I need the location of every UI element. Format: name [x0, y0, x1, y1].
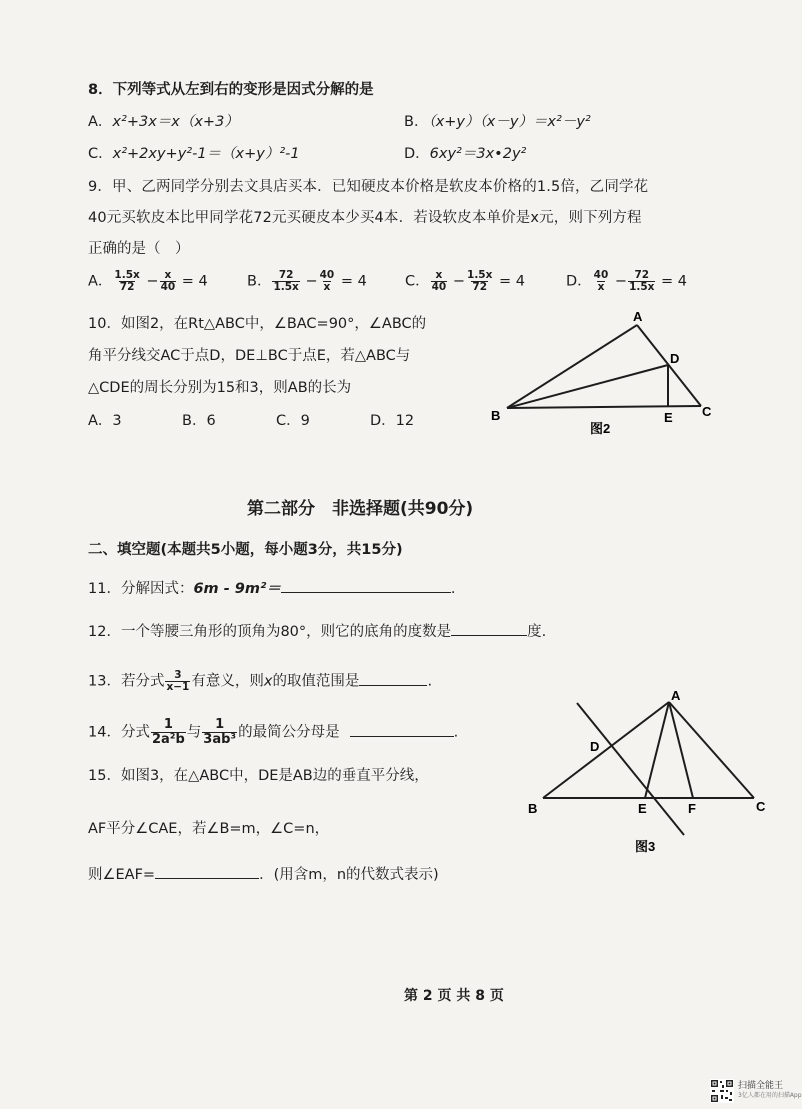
q10-option-d: D．12 [370, 413, 415, 429]
q15-line-1: 15．如图3，在△ABC中，DE是AB边的垂直平分线， [88, 768, 429, 784]
fig3-caption: 图3 [635, 839, 656, 854]
q12: 12．一个等腰三角形的顶角为80°，则它的底角的度数是 度. [88, 621, 546, 642]
page-footer: 第 2 页 共 8 页 [404, 988, 504, 1004]
figure-3 [520, 685, 780, 860]
scanner-brand-subtitle: 3亿人都在用的扫描App [738, 1092, 802, 1099]
fig2-label-d: D [670, 351, 680, 366]
fig2-label-e: E [664, 410, 673, 425]
q10-option-c: C．9 [276, 413, 310, 429]
q11: 11．分解因式：6m - 9m²＝ . [88, 578, 455, 599]
fig3-label-e: E [638, 801, 647, 816]
fig2-caption: 图2 [590, 421, 611, 436]
scanner-brand [738, 1081, 802, 1101]
fig3-label-a: A [671, 688, 681, 703]
q14-answer-blank[interactable] [350, 722, 454, 737]
q13: 13．若分式 $\frac{3}{x-1}$ 有意义，则x的取值范围是 . [88, 669, 433, 693]
q15-answer-blank[interactable] [155, 864, 259, 879]
q13-answer-blank[interactable] [359, 671, 427, 686]
q10-line-1: 10．如图2，在Rt△ABC中，∠BAC=90°，∠ABC的 [88, 316, 427, 332]
q10-line-3: △CDE的周长分别为15和3，则AB的长为 [88, 380, 352, 396]
qr-code-icon [710, 1079, 734, 1103]
q12-answer-blank[interactable] [451, 621, 527, 636]
q9-line-2: 40元买软皮本比甲同学花72元买硬皮本少买4本．若设软皮本单价是x元，则下列方程 [88, 210, 642, 226]
fig2-bisector-bd [507, 365, 668, 408]
part2-heading: 第二部分 非选择题(共90分) [247, 499, 474, 519]
q9-option-a: A． $\frac{1.5x}{72}$ − $\frac{x}{40}$ = 4 [88, 269, 208, 293]
q9-option-c: C． $\frac{x}{40}$ − $\frac{1.5x}{72}$ = 4 [405, 269, 525, 293]
fig2-side-ab [507, 325, 637, 408]
q8-option-a: A．x²+3x＝x（x+3） [88, 114, 239, 130]
q9-option-b: B． $\frac{72}{1.5x}$ − $\frac{40}{x}$ = 4 [247, 269, 367, 293]
q9-line-3: 正确的是（ ） [88, 241, 190, 257]
q9-line-1: 9．甲、乙两同学分别去文具店买本．已知硬皮本价格是软皮本价格的1.5倍，乙同学花 [88, 179, 649, 195]
q10-line-2: 角平分线交AC于点D，DE⊥BC于点E，若△ABC与 [88, 348, 411, 364]
scanner-brand-name: 扫描全能王 [738, 1081, 784, 1091]
section2-heading: 二、填空题(本题共5小题，每小题3分，共15分) [88, 542, 403, 558]
fig2-label-c: C [702, 404, 712, 419]
fig3-label-b: B [528, 801, 538, 816]
q8-option-c: C．x²+2xy+y²-1＝（x+y）²-1 [88, 146, 300, 162]
q15-line-2: AF平分∠CAE，若∠B=m，∠C=n， [88, 821, 330, 837]
q11-answer-blank[interactable] [281, 578, 451, 593]
q8-stem: 8．下列等式从左到右的变形是因式分解的是 [88, 82, 374, 98]
fig2-label-a: A [633, 309, 643, 324]
q15-line-3: 则∠EAF= ．(用含m，n的代数式表示) [88, 864, 439, 885]
q14: 14．分式 $\frac{1}{\text{2a²b}}$ 与 $\frac{1}{\text{3ab³}}$ 的最简公分母是 . [88, 717, 459, 747]
q8-option-d: D．6xy²＝3x•2y² [404, 146, 527, 162]
fig3-label-c: C [756, 799, 766, 814]
fig3-perpendicular-bisector-de [577, 703, 684, 835]
fig2-label-b: B [491, 408, 501, 423]
fig3-label-d: D [590, 739, 600, 754]
q10-option-a: A．3 [88, 413, 122, 429]
fig2-side-bc [507, 406, 701, 408]
q10-option-b: B．6 [182, 413, 216, 429]
figure-2 [480, 300, 720, 450]
fig3-label-f: F [688, 801, 696, 816]
fig3-side-ab [543, 702, 669, 798]
q8-option-b: B．（x+y）（x－y）＝x²－y² [404, 114, 591, 130]
q9-option-d: D． $\frac{40}{x}$ − $\frac{72}{1.5x}$ = 4 [566, 269, 688, 293]
